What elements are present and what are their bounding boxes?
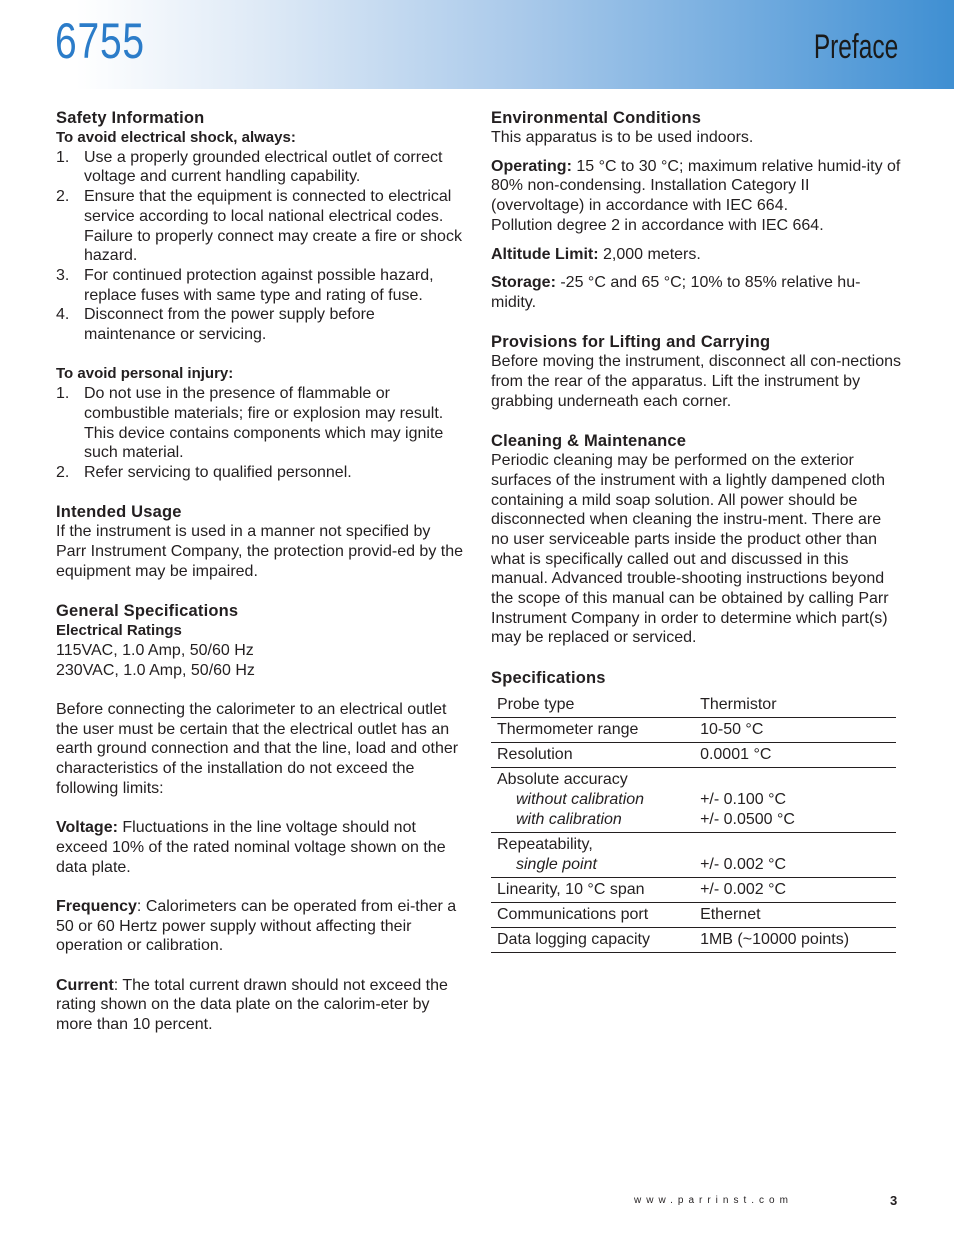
list-text: For continued protection against possible hazard, replace fuses with same type and rating of fuse. xyxy=(84,266,434,304)
table-row xyxy=(491,832,896,877)
lifting-title: Provisions for Lifting and Carrying xyxy=(491,333,771,352)
operating-text: 15 °C to 30 °C; maximum relative humid-ity of 80% non-condensing. Installation Category II (overvoltage) in accordance with IEC 664. xyxy=(491,157,901,215)
spec-value: +/- 0.002 °C xyxy=(700,855,787,873)
voltage-label: Voltage: xyxy=(56,819,118,837)
right-column xyxy=(491,108,901,953)
table-row xyxy=(491,902,896,927)
pollution-text: Pollution degree 2 in accordance with IEC 664. xyxy=(491,216,824,234)
spec-label-repeatability xyxy=(491,832,700,877)
list-item xyxy=(56,187,464,266)
voltage-text: Fluctuations in the line voltage should not exceed 10% of the rated nominal voltage shown on the data plate. xyxy=(56,819,446,876)
rating-230: 230VAC, 1.0 Amp, 50/60 Hz xyxy=(56,661,255,679)
current-text: : The total current drawn should not exceed the rating shown on the data plate on the calorim-eter by more than 10 percent. xyxy=(56,976,448,1034)
list-text: Disconnect from the power supply before maintenance or servicing. xyxy=(84,306,375,344)
spec-value: 1MB (~10000 points) xyxy=(700,930,850,948)
spec-sublabel: single point xyxy=(516,855,597,873)
spec-value-accuracy xyxy=(700,767,896,832)
page-number: 3 xyxy=(890,1193,898,1208)
altitude-label: Altitude Limit: xyxy=(491,245,599,263)
list-number: 2. xyxy=(56,188,70,206)
table-row xyxy=(491,927,896,952)
spec-sublabel: with calibration xyxy=(516,810,622,828)
operating-label: Operating: xyxy=(491,157,572,175)
table-row xyxy=(491,877,896,902)
list-item xyxy=(56,148,464,187)
list-number: 2. xyxy=(56,463,70,481)
injury-list xyxy=(56,384,464,483)
altitude-text: 2,000 meters. xyxy=(598,245,701,263)
list-item xyxy=(56,266,464,305)
list-number: 1. xyxy=(56,385,70,403)
list-item xyxy=(56,305,464,344)
model-number: 6755 xyxy=(55,13,145,69)
rating-115: 115VAC, 1.0 Amp, 50/60 Hz xyxy=(56,641,254,659)
env-intro: This apparatus is to be used indoors. xyxy=(491,129,754,146)
list-number: 3. xyxy=(56,266,70,284)
injury-heading: To avoid personal injury: xyxy=(56,365,234,383)
spec-value: Thermistor xyxy=(700,695,777,713)
lifting-text: Before moving the instrument, disconnect all con-nections from the rear of the apparatus. Lift the instrument by grabbing underneath each corner. xyxy=(491,353,901,410)
operating-paragraph xyxy=(491,157,901,216)
frequency-label: Frequency xyxy=(56,897,137,915)
list-item xyxy=(56,384,464,463)
table-row xyxy=(491,717,896,742)
spec-label: Absolute accuracy xyxy=(497,770,628,788)
spec-label: Probe type xyxy=(497,695,575,713)
spec-value: +/- 0.002 °C xyxy=(700,880,787,898)
table-row xyxy=(491,693,896,718)
spec-value: Ethernet xyxy=(700,905,761,923)
spec-label: Communications port xyxy=(497,905,649,923)
spec-label-accuracy xyxy=(491,767,700,832)
storage-text: -25 °C and 65 °C; 10% to 85% relative hu-midity. xyxy=(491,274,861,311)
spec-value: +/- 0.0500 °C xyxy=(700,810,795,828)
specifications-table xyxy=(491,693,896,953)
ratings-heading: Electrical Ratings xyxy=(56,622,182,640)
spec-sublabel: without calibration xyxy=(516,790,645,808)
spec-value: +/- 0.100 °C xyxy=(700,790,787,808)
spec-value: 0.0001 °C xyxy=(700,745,772,763)
storage-label: Storage: xyxy=(491,274,556,292)
current-label: Current xyxy=(56,976,114,994)
frequency-paragraph xyxy=(56,897,464,956)
cleaning-title: Cleaning & Maintenance xyxy=(491,432,687,451)
spec-value: 10-50 °C xyxy=(700,720,764,738)
table-row xyxy=(491,767,896,832)
cleaning-text: Periodic cleaning may be performed on the exterior surfaces of the instrument with a lightly dampened cloth containing a mild soap solution. All power should be disconnected when cleaning the instru-ment. There are no user serviceable parts inside the product other than what is specifically called out and discussed in this manual. Advanced trouble-shooting instructions beyond the scope of this manual can be obtained by calling Parr Instrument Company in order to determine which part(s) may be replaced or serviced. xyxy=(491,452,889,647)
shock-heading: To avoid electrical shock, always: xyxy=(56,129,296,146)
section-title: Preface xyxy=(813,28,898,66)
frequency-text: : Calorimeters can be operated from ei-ther a 50 or 60 Hertz power supply without affecting their operation or calibration. xyxy=(56,897,457,955)
list-text: Use a properly grounded electrical outlet of correct voltage and current handling capability. xyxy=(84,148,443,186)
before-connecting-text: Before connecting the calorimeter to an electrical outlet the user must be certain that the electrical outlet has an earth ground connection and that the line, load and other characteristics of the installation do not exceed the following limits: xyxy=(56,700,459,797)
safety-title: Safety Information xyxy=(56,109,205,127)
specs-title: Specifications xyxy=(491,668,606,687)
general-title: General Specifications xyxy=(56,602,239,621)
spec-label: Resolution xyxy=(497,745,573,763)
list-number: 4. xyxy=(56,306,70,324)
list-text: Ensure that the equipment is connected to electrical service according to local national electrical codes. Failure to properly connect may create a fire or shock hazard. xyxy=(84,188,462,265)
usage-title: Intended Usage xyxy=(56,503,182,522)
spec-label: Repeatability, xyxy=(497,835,593,853)
list-number: 1. xyxy=(56,148,70,166)
footer-url: www.parrinst.com xyxy=(634,1195,793,1206)
spec-label: Linearity, 10 °C span xyxy=(497,880,645,898)
left-column xyxy=(56,108,464,1035)
current-paragraph xyxy=(56,976,464,1035)
usage-text: If the instrument is used in a manner not specified by Parr Instrument Company, the protection provid-ed by the equipment may be impaired. xyxy=(56,523,464,580)
voltage-paragraph xyxy=(56,818,464,877)
list-item xyxy=(56,463,464,483)
spec-label: Data logging capacity xyxy=(497,930,650,948)
list-text: Do not use in the presence of flammable or combustible materials; fire or explosion may result. This device contains components which may ignite such material. xyxy=(84,385,444,462)
env-title: Environmental Conditions xyxy=(491,109,702,127)
altitude-paragraph xyxy=(491,245,901,265)
shock-list xyxy=(56,148,464,345)
spec-label: Thermometer range xyxy=(497,720,639,738)
list-text: Refer servicing to qualified personnel. xyxy=(84,463,352,481)
table-row xyxy=(491,742,896,767)
storage-paragraph xyxy=(491,273,901,312)
